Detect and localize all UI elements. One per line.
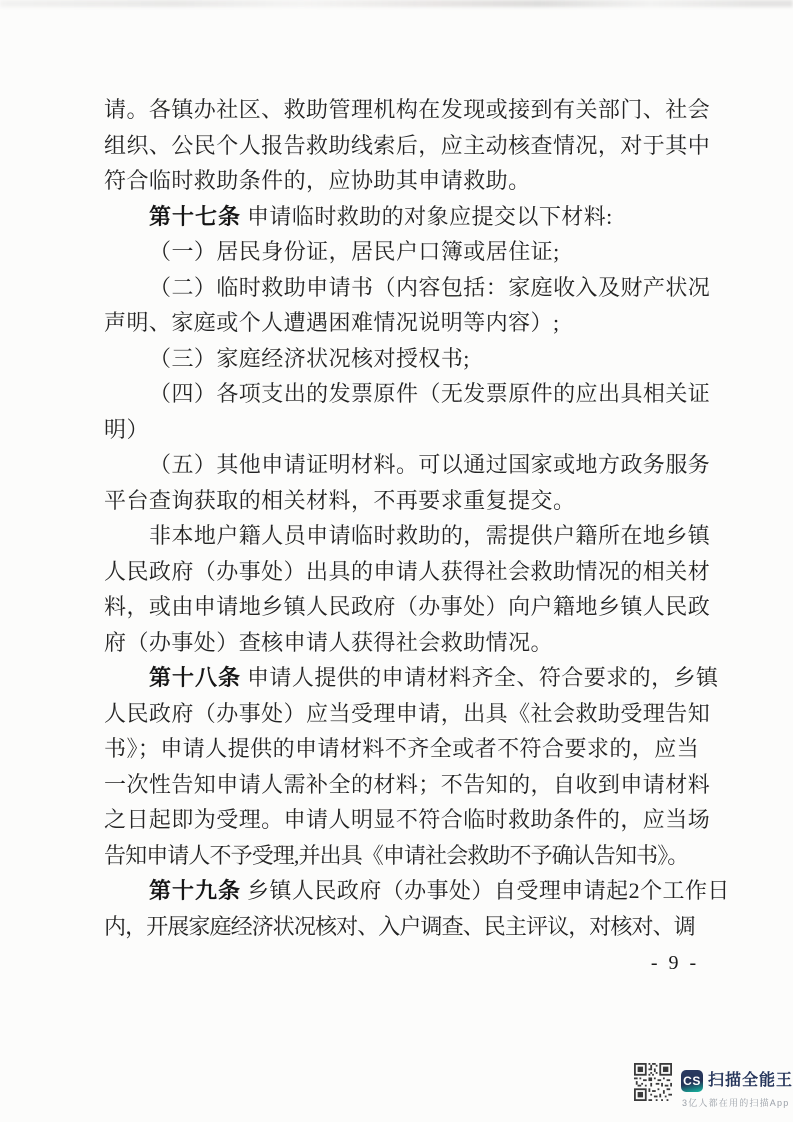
text-line: 组织、公民个人报告救助线索后，应主动核查情况，对于其中 xyxy=(104,132,711,158)
camscanner-logo-icon: CS xyxy=(681,1070,703,1092)
text-line: （四）各项支出的发票原件（无发票原件的应出具相关证 xyxy=(149,381,711,406)
text-line: 料，或由申请地乡镇人民政府（办事处）向户籍地乡镇人民政 xyxy=(104,594,711,619)
text-line: 非本地户籍人员申请临时救助的，需提供户籍所在地乡镇 xyxy=(149,523,711,548)
text-line: 请。各镇办社区、救助管理机构在发现或接到有关部门、社会 xyxy=(104,97,711,122)
text-line: 声明、家庭或个人遭遇困难情况说明等内容）; xyxy=(104,310,560,335)
camscanner-tagline: 3亿人都在用的扫描App xyxy=(682,1098,790,1108)
text-line: 府（办事处）查核申请人获得社会救助情况。 xyxy=(104,629,554,655)
text-line: 告知申请人不予受理,并出具《申请社会救助不予确认告知书》。 xyxy=(104,842,689,868)
text-line: （三）家庭经济状况核对授权书; xyxy=(149,345,470,371)
text-line: 人民政府（办事处）出具的申请人获得社会救助情况的相关材 xyxy=(104,558,711,584)
page-number: - 9 - xyxy=(650,952,700,974)
text-line: 人民政府（办事处）应当受理申请，出具《社会救助受理告知 xyxy=(104,700,711,726)
text-line: 符合临时救助条件的，应协助其申请救助。 xyxy=(104,168,531,193)
text-line: 之日起即为受理。申请人明显不符合临时救助条件的，应当场 xyxy=(104,807,711,832)
text-line: 第十八条 申请人提供的申请材料齐全、符合要求的，乡镇 xyxy=(149,665,719,690)
text-line: 内，开展家庭经济状况核对、入户调查、民主评议，对核对、调 xyxy=(104,913,695,939)
article-heading: 第十八条 xyxy=(149,665,242,690)
qr-code xyxy=(634,1063,672,1101)
scan-edge-artifact xyxy=(0,0,793,7)
text-line: （五）其他申请证明材料。可以通过国家或地方政务服务 xyxy=(149,452,711,477)
camscanner-app-name: 扫描全能王 xyxy=(708,1072,793,1089)
text-line: 平台查询获取的相关材料，不再要求重复提交。 xyxy=(104,487,576,513)
text-line: 第十七条 申请临时救助的对象应提交以下材料: xyxy=(149,203,613,229)
article-heading: 第十七条 xyxy=(149,203,242,229)
text-line: 一次性告知申请人需补全的材料；不告知的，自收到申请材料 xyxy=(104,771,711,797)
document-body xyxy=(104,92,730,944)
text-line: 明） xyxy=(104,416,149,442)
article-heading: 第十九条 xyxy=(149,878,242,903)
camscanner-watermark xyxy=(634,1062,793,1108)
text-line: 书》；申请人提供的申请材料不齐全或者不符合要求的，应当 xyxy=(104,736,700,761)
text-line: （二）临时救助申请书（内容包括：家庭收入及财产状况 xyxy=(149,274,711,300)
text-line: （一）居民身份证，居民户口簿或居住证; xyxy=(149,239,560,264)
text-line: 第十九条 乡镇人民政府（办事处）自受理申请起2个工作日 xyxy=(149,878,730,903)
